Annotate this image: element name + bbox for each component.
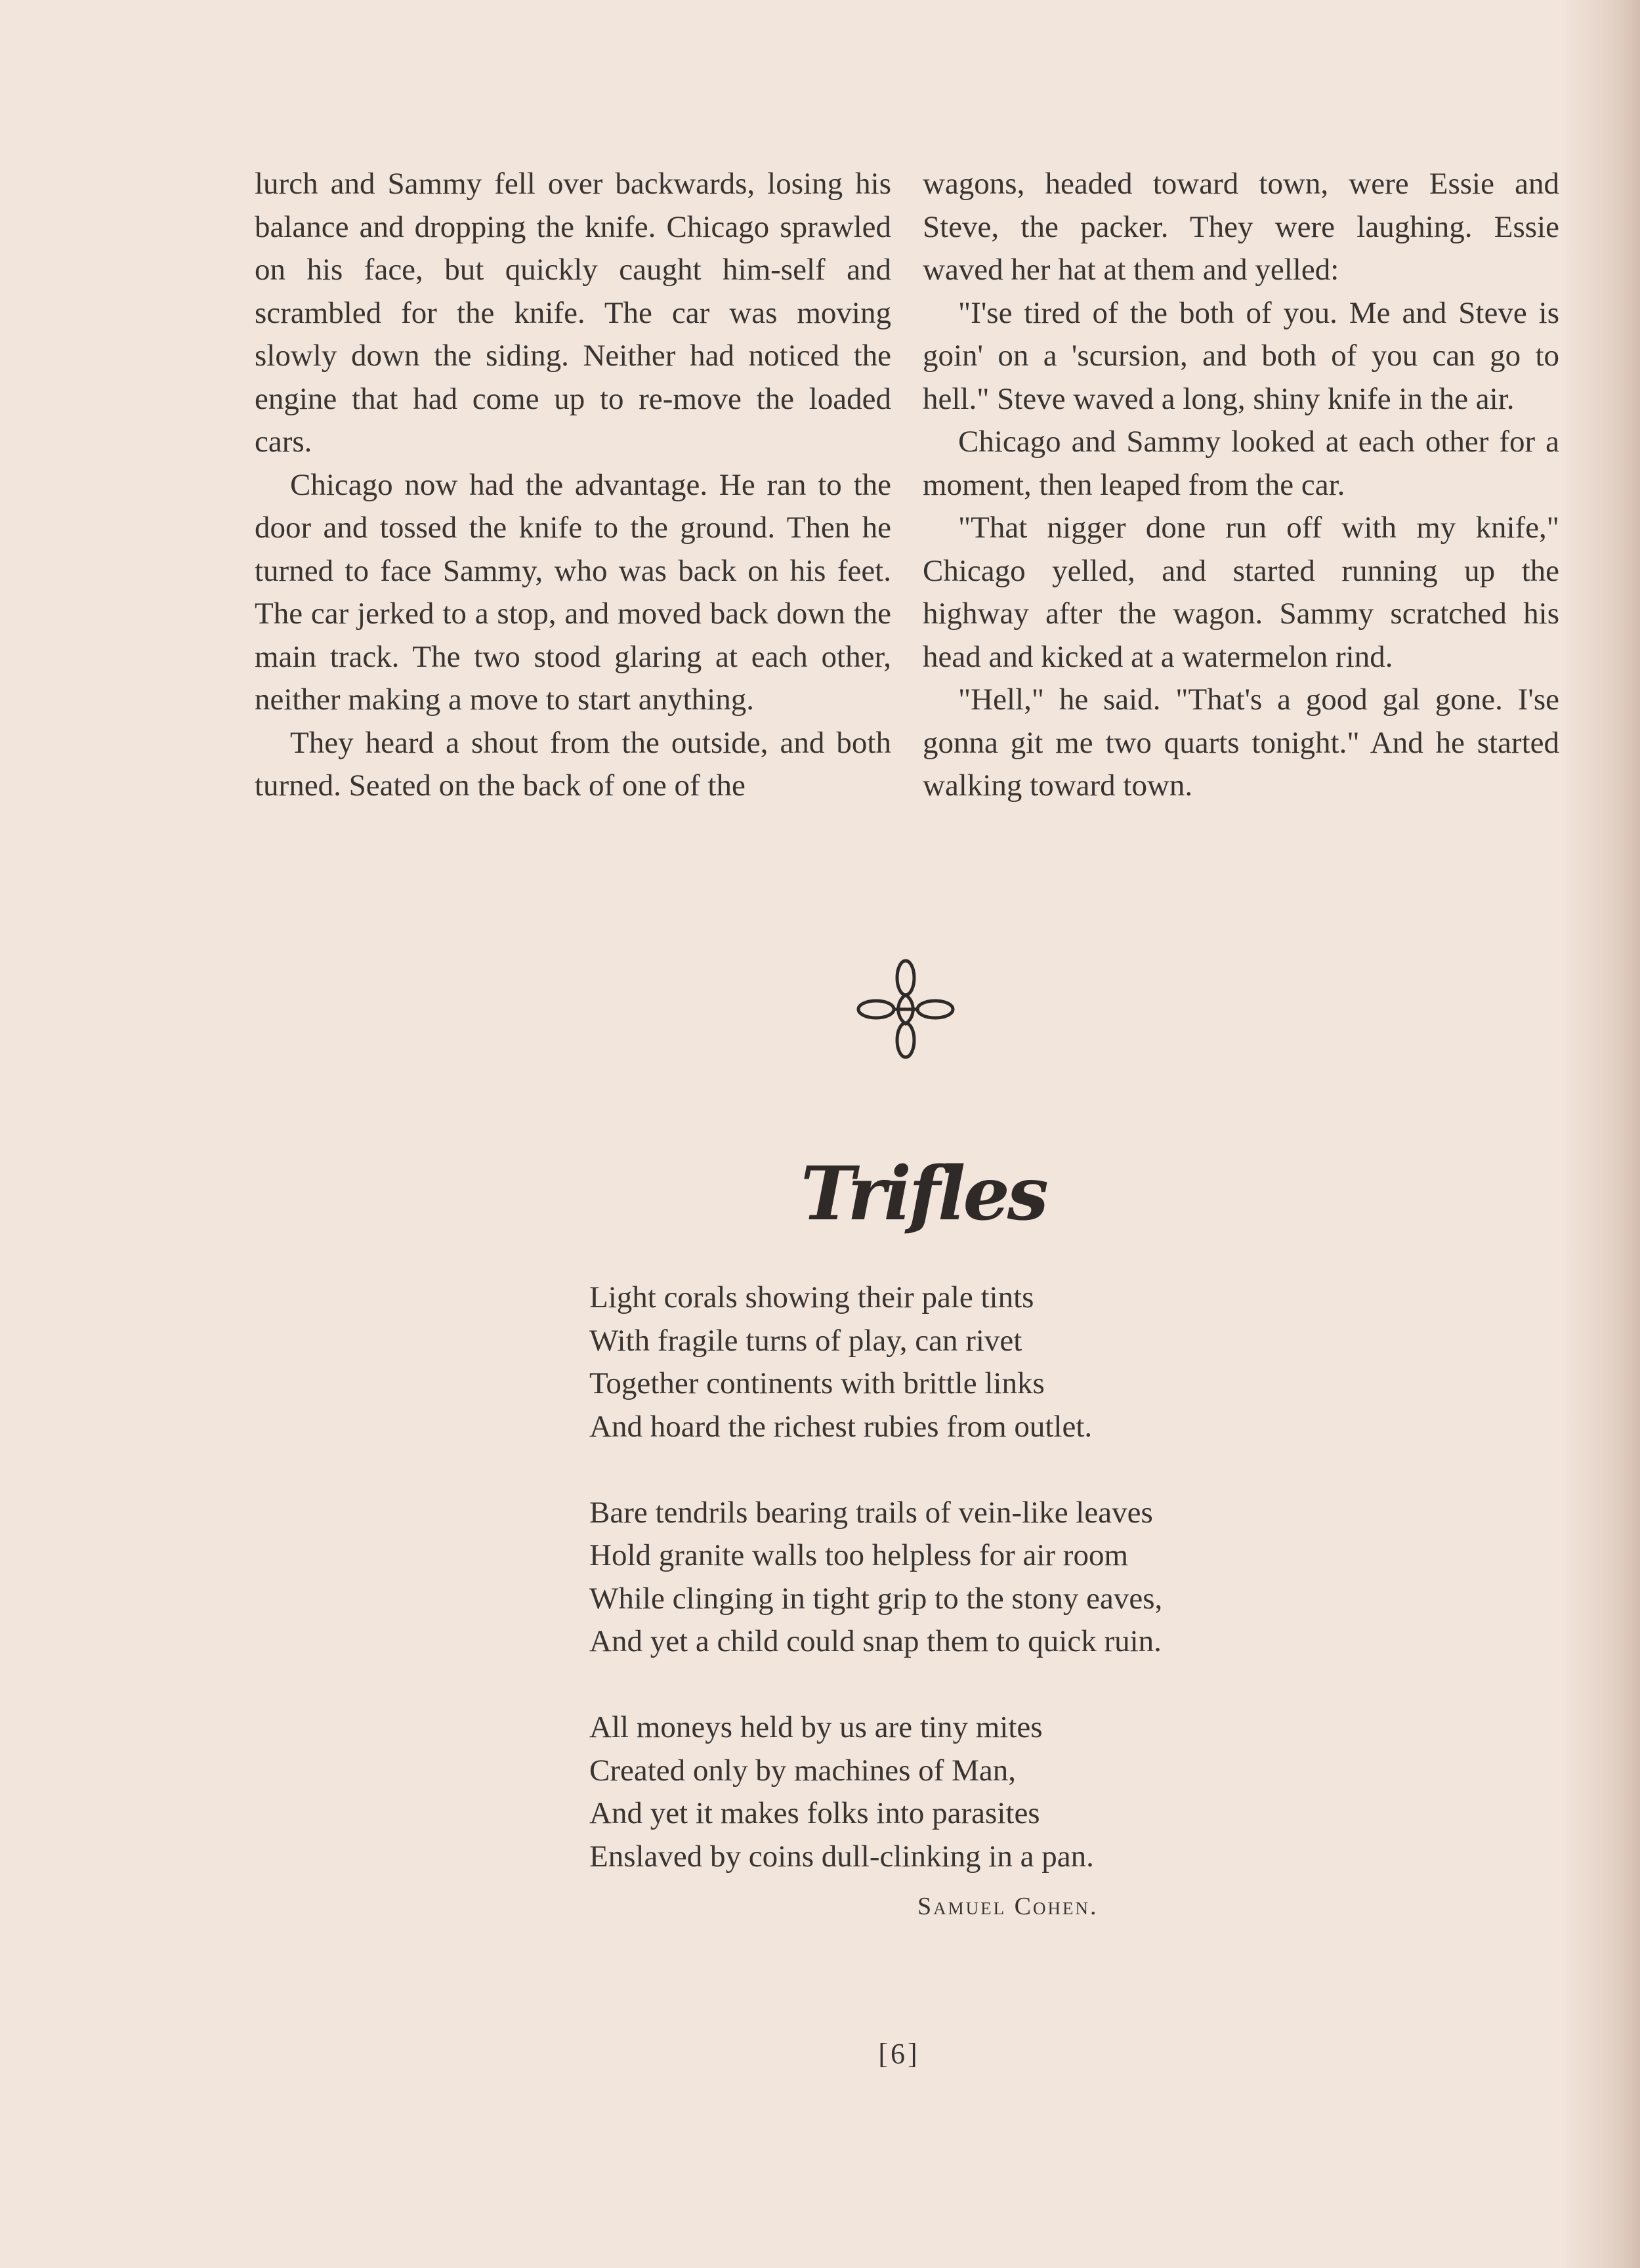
page-edge-shadow bbox=[1561, 0, 1640, 2268]
poem-line: All moneys held by us are tiny mites bbox=[589, 1710, 1043, 1744]
poem-line: Created only by machines of Man, bbox=[589, 1753, 1016, 1788]
story-paragraph: Chicago now had the advantage. He ran to the door and tossed the knife to the ground. Then he turned to face Sammy, who was back on his feet. The car jerked to a stop, and moved back down the main track. The two stood glaring at each other, neither making a move to start anything. bbox=[255, 467, 891, 717]
poem-line: Bare tendrils bearing trails of vein-like leaves bbox=[589, 1495, 1153, 1530]
page-number: [6] bbox=[878, 2038, 920, 2070]
poem-stanza bbox=[589, 1492, 1162, 1664]
poem-title: Trifles bbox=[801, 1151, 1046, 1237]
poem-line: Enslaved by coins dull-clinking in a pan. bbox=[589, 1839, 1094, 1874]
poem-body bbox=[589, 1276, 1162, 1878]
poem-line: Hold granite walls too helpless for air room bbox=[589, 1538, 1129, 1572]
story-left-column bbox=[255, 163, 891, 808]
quatrefoil-knot-ornament-icon bbox=[856, 958, 955, 1060]
poem-author: Samuel Cohen. bbox=[917, 1893, 1099, 1920]
story-paragraph: "I'se tired of the both of you. Me and Steve is goin' on a 'scursion, and both of you can go to hell." Steve waved a long, shiny knife in the air. bbox=[923, 295, 1559, 416]
story-paragraph: "Hell," he said. "That's a good gal gone. I'se gonna git me two quarts tonight." And he started walking toward town. bbox=[923, 682, 1559, 803]
poem-line: And hoard the richest rubies from outlet. bbox=[589, 1409, 1093, 1444]
poem-stanza bbox=[589, 1276, 1162, 1448]
poem-stanza bbox=[589, 1706, 1162, 1878]
poem-line: And yet it makes folks into parasites bbox=[589, 1796, 1040, 1830]
poem-line: Light corals showing their pale tints bbox=[589, 1280, 1034, 1314]
poem-line: And yet a child could snap them to quick ruin. bbox=[589, 1624, 1162, 1658]
poem-line: While clinging in tight grip to the stony eaves, bbox=[589, 1581, 1163, 1616]
story-paragraph: lurch and Sammy fell over backwards, losing his balance and dropping the knife. Chicago sprawled on his face, but quickly caught him-self and scrambled for the knife. The car was moving slowly down the siding. Neither had noticed the engine that had come up to re-move the loaded cars. bbox=[255, 167, 891, 459]
story-paragraph: wagons, headed toward town, were Essie and Steve, the packer. They were laughing. Essie waved her hat at them and yelled: bbox=[923, 167, 1559, 287]
poem-line: Together continents with brittle links bbox=[589, 1366, 1045, 1400]
story-paragraph: "That nigger done run off with my knife," Chicago yelled, and started running up the highway after the wagon. Sammy scratched his head and kicked at a watermelon rind. bbox=[923, 511, 1559, 674]
story-paragraph: They heard a shout from the outside, and both turned. Seated on the back of one of the bbox=[255, 725, 891, 803]
story-right-column bbox=[923, 163, 1559, 808]
poem-line: With fragile turns of play, can rivet bbox=[589, 1323, 1022, 1358]
story-paragraph: Chicago and Sammy looked at each other for a moment, then leaped from the car. bbox=[923, 425, 1559, 502]
